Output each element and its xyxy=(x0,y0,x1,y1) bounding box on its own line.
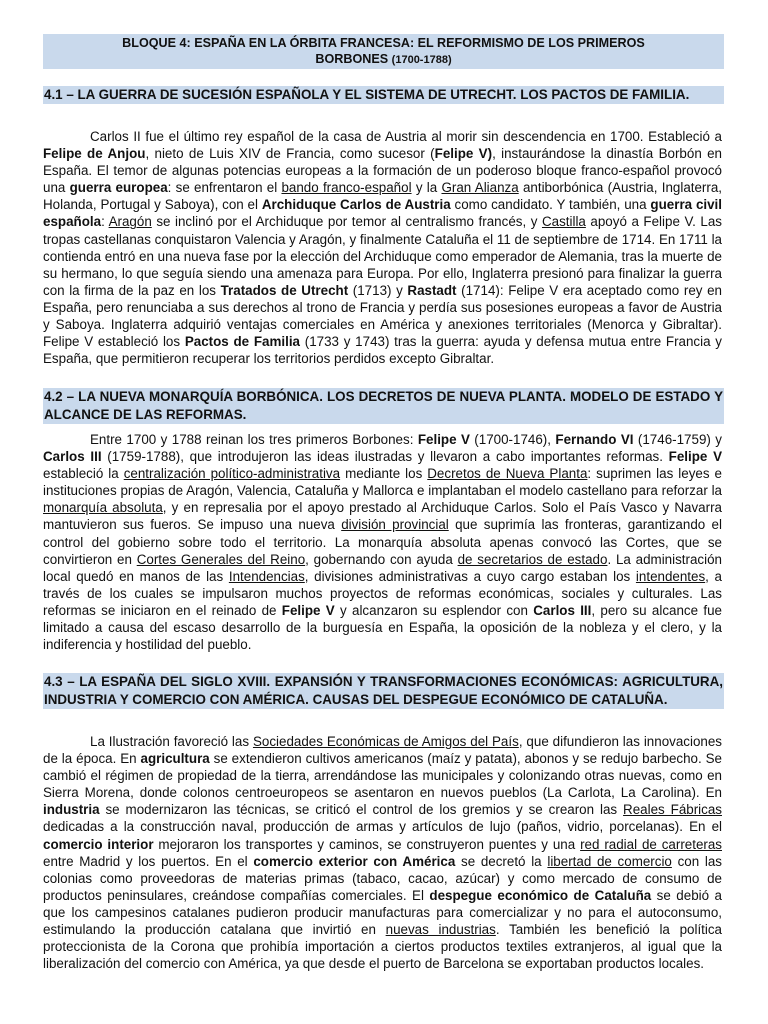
bold-term: Tratados de Utrecht xyxy=(220,282,349,298)
bold-term: Felipe V xyxy=(417,432,470,447)
text-run: , instaurándose la dinastía Borbón en España. El temor de algunas potencias europeas a la formación de un poderoso bloque franco-español provocó una xyxy=(43,146,723,196)
title-borbones: BORBONES xyxy=(315,52,389,66)
bold-term: comercio interior xyxy=(43,836,154,852)
underlined-term: de secretarios de estado xyxy=(457,551,608,567)
title-years: (1700-1788) xyxy=(391,54,452,66)
bold-term: Archiduque Carlos de Austria xyxy=(261,197,451,213)
underlined-term: Cortes Generales del Reino xyxy=(136,551,306,567)
bold-term: Carlos III xyxy=(533,602,592,618)
underlined-term: Decretos de Nueva Planta xyxy=(427,466,588,482)
text-run: : suprimen las leyes e instituciones propias de Aragón, Valencia, Cataluña y Mallorca e implantaban el modelo castellano para reforzar la xyxy=(43,466,722,499)
text-run: se extendieron cultivos americanos (maíz y patata), abonos y se redujo barbecho. Se cambió el régimen de propiedad de la tierra, arrendándose las municipales y colonizando otras nuevas, como en Sierra Morena, donde colonos centroeuropeos se asentaron en nuevos pueblos (La Carlota, La Carolina). En xyxy=(43,751,722,801)
text-run: que suprimía las fronteras, garantizando el control del gobierno sobre todo el territorio. La monarquía absoluta apenas convocó las Cortes, que se convirtieron en xyxy=(43,517,722,567)
text-run: (1746-1759) y xyxy=(633,432,722,447)
bold-term: Felipe de Anjou xyxy=(43,146,146,162)
text-run: entre Madrid y los puertos. En el xyxy=(43,853,254,869)
section-paragraph-4-1 xyxy=(43,128,722,367)
text-run: , divisiones administrativas a cuyo cargo estaban los xyxy=(304,568,636,584)
bold-term: comercio exterior con América xyxy=(253,853,456,869)
text-run: mejoraron los transportes y caminos, se construyeron puentes y una xyxy=(153,836,581,852)
section-heading-4-1: 4.1 – LA GUERRA DE SUCESIÓN ESPAÑOLA Y EL SISTEMA DE UTRECHT. LOS PACTOS DE FAMILIA. xyxy=(43,86,724,104)
text-run: apoyó a Felipe V. Las tropas castellanas conquistaron Valencia y Aragón, y finalmente Cataluña el 11 de septiembre de 1714. En 1711 la contienda entró en una nueva fase por la elección del Archiduque como emperador de Alemania, tras la muerte de su hermano, lo que seguía siendo una amenaza para Europa. Por ello, Inglaterra presionó para finalizar la guerra con la firma de la paz en los xyxy=(43,214,722,298)
underlined-term: nuevas industrias xyxy=(385,922,496,938)
text-run: . También les benefició la política proteccionista de la Corona que prohibía importación a ciertos productos textiles extranjeros, al igual que la liberalización del comercio con América, ya que desde el puerto de Barcelona se exportaban productos locales. xyxy=(43,922,723,972)
text-run: Entre 1700 y 1788 reinan los tres primeros Borbones: xyxy=(90,432,418,447)
bold-term: Felipe V xyxy=(281,602,335,618)
underlined-term: bando franco-español xyxy=(281,180,412,196)
text-run: , y en represalia por el apoyo prestado al Archiduque Carlos. Solo el País Vasco y Navarra mantuvieron sus fueros. Se impuso una nueva xyxy=(43,500,722,533)
bold-term: Rastadt xyxy=(407,282,457,298)
underlined-term: Castilla xyxy=(541,214,586,230)
text-run: , nieto de Luis XIV de Francia, como sucesor ( xyxy=(145,146,435,162)
text-run: , gobernando con ayuda xyxy=(305,551,458,567)
bold-term: Felipe V xyxy=(668,449,722,465)
bold-term: guerra civil española xyxy=(43,197,722,230)
underlined-term: monarquía absoluta xyxy=(43,500,163,516)
bold-term: Fernando VI xyxy=(555,432,634,447)
underlined-term: Aragón xyxy=(108,214,152,230)
underlined-term: intendentes xyxy=(635,568,706,584)
bold-term: agricultura xyxy=(140,751,210,767)
text-run: se debió a que los campesinos catalanes pudieron producir manufacturas para comercializar y no para el autoconsumo, estimulando la producción catalana que invirtió en xyxy=(43,887,722,938)
text-run: como candidato. Y también, una xyxy=(450,197,651,213)
text-run: (1700-1746), xyxy=(469,432,556,447)
underlined-term: Reales Fábricas xyxy=(623,802,722,818)
text-run: (1733 y 1743) tras la guerra: ayuda y defensa mutua entre Francia y España, que permitieron recuperar los territorios perdidos excepto Gibraltar. xyxy=(43,334,722,367)
underlined-term: libertad de comercio xyxy=(547,853,672,869)
text-run: : se enfrentaron el xyxy=(167,180,282,196)
bold-term: industria xyxy=(43,802,100,818)
text-run: (1759-1788), que introdujeron las ideas ilustradas y llevaron a cabo importantes reformas. xyxy=(101,449,669,465)
text-run: se decretó la xyxy=(455,853,548,869)
text-run: : xyxy=(101,214,109,230)
text-run: , que difundieron las innovaciones de la época. En xyxy=(43,734,722,767)
text-run: (1713) y xyxy=(348,282,408,298)
underlined-term: división provincial xyxy=(341,517,449,533)
underlined-term: Intendencias xyxy=(228,568,305,584)
bold-term: Carlos III xyxy=(43,449,102,465)
underlined-term: red radial de carreteras xyxy=(580,836,722,852)
text-run: con las colonias como proveedoras de materias primas (tabaco, cacao, azúcar) y como mercado de consumo de productos peninsulares, creándose compañías comerciales. El xyxy=(43,853,723,903)
document-title xyxy=(43,34,724,69)
underlined-term: Sociedades Económicas de Amigos del País xyxy=(252,734,519,749)
text-run: mediante los xyxy=(340,466,428,482)
text-run: Carlos II fue el último rey español de la casa de Austria al morir sin descendencia en 1700. Estableció a xyxy=(90,129,722,144)
text-run: se modernizaron las técnicas, se criticó el control de los gremios y se crearon las xyxy=(99,802,624,818)
text-run: (1714): Felipe V era aceptado como rey en España, pero renunciaba a sus derechos al trono de Francia y perdía sus posesiones europeas a favor de Austria y Saboya. Inglaterra adquirió ventajas comerciales en América y anexiones territoriales (Menorca y Gibraltar). Felipe V estableció los xyxy=(43,282,722,350)
bold-term: Felipe V) xyxy=(434,146,493,162)
section-heading-4-3: 4.3 – LA ESPAÑA DEL SIGLO XVIII. EXPANSIÓN Y TRANSFORMACIONES ECONÓMICAS: AGRICULTURA, INDUSTRIA Y COMERCIO CON AMÉRICA. CAUSAS DEL DESPEGUE ECONÓMICO DE CATALUÑA. xyxy=(44,674,723,707)
underlined-term: Gran Alianza xyxy=(441,180,519,196)
section-paragraph-4-2 xyxy=(43,431,722,653)
text-run: y la xyxy=(411,180,442,196)
title-line-2 xyxy=(43,51,724,68)
text-run: La Ilustración favoreció las xyxy=(90,734,253,749)
bold-term: despegue económico de Cataluña xyxy=(429,887,652,903)
text-run: se inclinó por el Archiduque por temor al centralismo francés, y xyxy=(151,214,542,230)
underlined-term: centralización político-administrativa xyxy=(123,466,341,482)
text-run: antiborbónica (Austria, Inglaterra, Holanda, Portugal y Saboya), con el xyxy=(43,180,723,213)
text-run: y alcanzaron su esplendor con xyxy=(334,602,534,618)
text-run: , a través de los cuales se impulsaron muchos proyectos de reformas económicas, sociales y culturales. Las reformas se iniciaron en el reinado de xyxy=(43,568,723,618)
text-run: dedicadas a la construcción naval, producción de armas y artículos de lujo (paños, vidrio, porcelanas). En el xyxy=(43,819,722,835)
text-run: , pero su alcance fue limitado a causa del escaso desarrollo de la burguesía en España, la oposición de la nobleza y el clero, y la indiferencia y hostilidad del pueblo. xyxy=(43,602,722,653)
title-line-1: BLOQUE 4: ESPAÑA EN LA ÓRBITA FRANCESA: EL REFORMISMO DE LOS PRIMEROS xyxy=(122,36,645,50)
bold-term: guerra europea xyxy=(69,180,168,196)
text-run: estableció la xyxy=(43,466,124,482)
bold-term: Pactos de Familia xyxy=(184,334,300,350)
text-run: . La administración local quedó en manos de las xyxy=(43,551,722,584)
section-paragraph-4-3 xyxy=(43,733,722,972)
section-heading-4-2: 4.2 – LA NUEVA MONARQUÍA BORBÓNICA. LOS DECRETOS DE NUEVA PLANTA. MODELO DE ESTADO Y ALCANCE DE LAS REFORMAS. xyxy=(44,389,723,422)
